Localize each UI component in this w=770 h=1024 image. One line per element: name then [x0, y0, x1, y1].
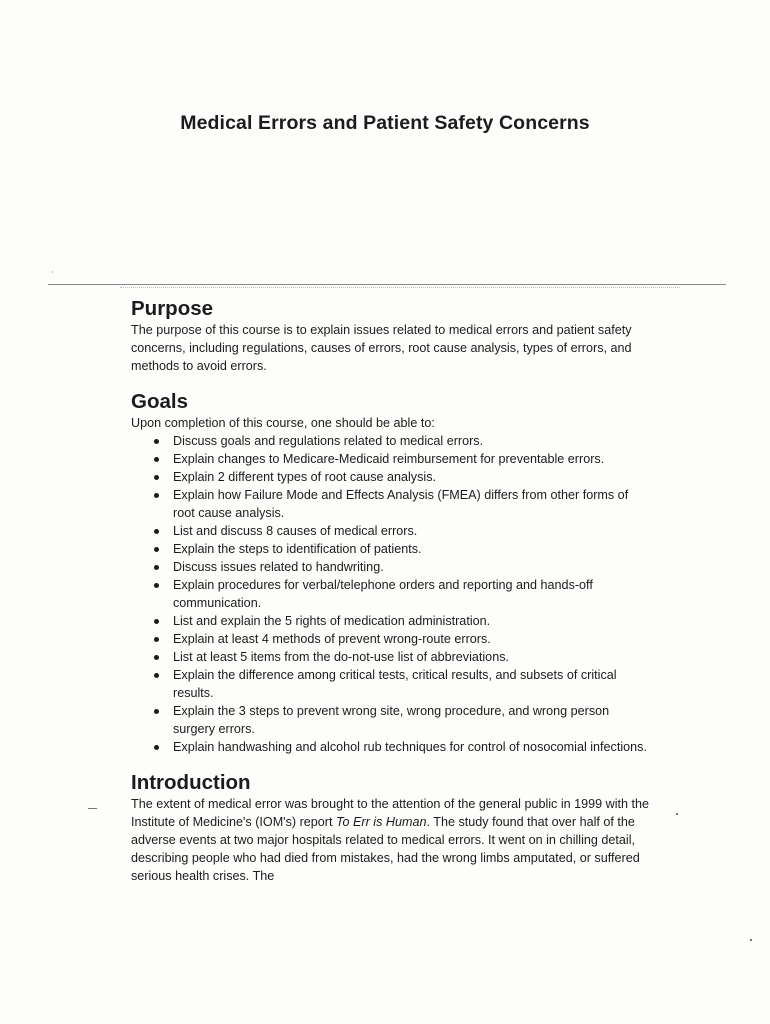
scan-speck	[676, 813, 678, 815]
goal-item: List at least 5 items from the do-not-use list of abbreviations.	[173, 648, 651, 666]
goal-item: Explain 2 different types of root cause analysis.	[173, 468, 651, 486]
scan-speck	[88, 808, 97, 809]
purpose-heading: Purpose	[131, 297, 214, 320]
goal-item: Discuss issues related to handwriting.	[173, 558, 651, 576]
goal-item: Explain how Failure Mode and Effects Analysis (FMEA) differs from other forms of root cause analysis.	[173, 486, 651, 522]
horizontal-rule	[48, 284, 726, 285]
introduction-section	[131, 771, 651, 885]
introduction-heading: Introduction	[131, 771, 251, 794]
introduction-text-start: The extent of medical error was brought to the attention of the general public in 1999 with the Institute of Medicine's (IOM's) report	[131, 797, 650, 829]
goals-list	[131, 432, 651, 756]
purpose-paragraph: The purpose of this course is to explain issues related to medical errors and patient safety concerns, including regulations, causes of errors, root cause analysis, types of errors, and methods to avoid errors.	[131, 323, 632, 373]
introduction-paragraph	[131, 795, 651, 885]
goal-item: Explain changes to Medicare-Medicaid reimbursement for preventable errors.	[173, 450, 651, 468]
goal-item: Explain the steps to identification of patients.	[173, 540, 651, 558]
goal-item: Explain at least 4 methods of prevent wrong-route errors.	[173, 630, 651, 648]
goal-item: Discuss goals and regulations related to medical errors.	[173, 432, 651, 450]
goal-item: Explain handwashing and alcohol rub techniques for control of nosocomial infections.	[173, 738, 651, 756]
document-body	[131, 297, 651, 885]
goals-intro: Upon completion of this course, one should be able to:	[131, 416, 435, 430]
document-title: Medical Errors and Patient Safety Concerns	[180, 112, 590, 134]
scan-speck	[750, 939, 752, 941]
introduction-text-end: . The study found that over half of the adverse events at two major hospitals related to medical errors. It went on in chilling detail, describing people who had died from mistakes, had the wrong limbs amputated, or suffered serious health crises. The	[131, 815, 640, 883]
goals-section	[131, 390, 651, 756]
goal-item: List and explain the 5 rights of medication administration.	[173, 612, 651, 630]
goals-heading: Goals	[131, 390, 188, 413]
report-title: To Err is Human	[335, 815, 427, 829]
goal-item: List and discuss 8 causes of medical errors.	[173, 522, 651, 540]
goal-item: Explain the 3 steps to prevent wrong site, wrong procedure, and wrong person surgery errors.	[173, 702, 651, 738]
scan-rule-shadow	[120, 287, 680, 288]
goal-item: Explain procedures for verbal/telephone orders and reporting and hands-off communication.	[173, 576, 651, 612]
purpose-section	[131, 297, 651, 375]
goal-item: Explain the difference among critical tests, critical results, and subsets of critical results.	[173, 666, 651, 702]
scan-speck	[52, 271, 53, 273]
